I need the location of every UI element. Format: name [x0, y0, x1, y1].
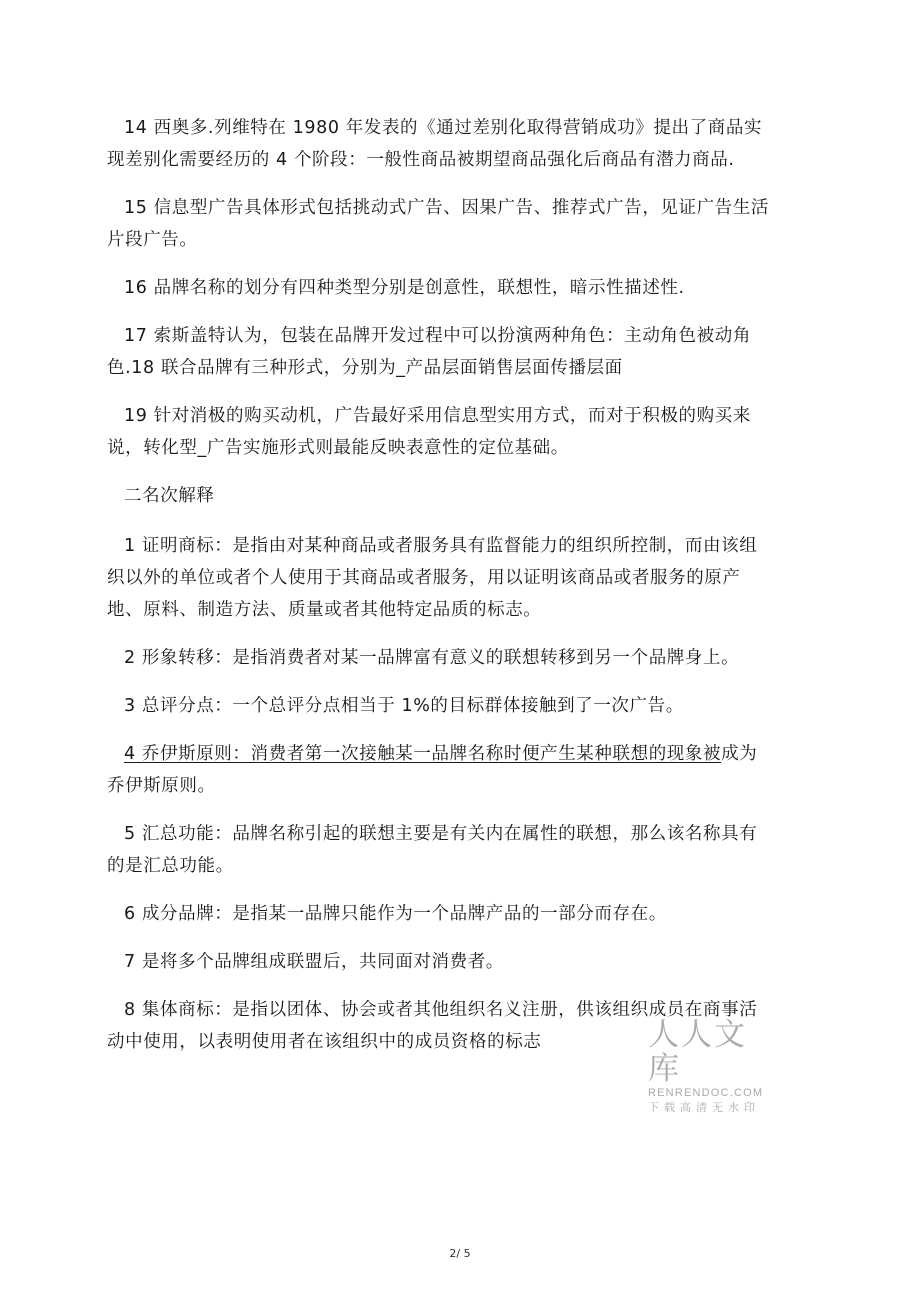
definition-7: 7 是将多个品牌组成联盟后，共同面对消费者。 [124, 952, 504, 972]
definition-6: 6 成分品牌：是指某一品牌只能作为一个品牌产品的一部分而存在。 [124, 904, 667, 924]
definition-4-rest: 成为乔伊斯原则。 [107, 744, 758, 796]
definition-1: 1 证明商标：是指由对某种商品或者服务具有监督能力的组织所控制，而由该组织以外的单位或者个人使用于其商品或者服务，用以证明该商品或者服务的原产地、原料、制造方法、质量或者其他特定品质的标志。 [107, 536, 758, 620]
page-number: 2/ 5 [449, 1247, 471, 1260]
definition-4 [107, 738, 775, 802]
definition-4-underlined: 4 乔伊斯原则：消费者第一次接触某一品牌名称时便产生某种联想的现象被 [124, 744, 722, 764]
section-heading: 二名次解释 [124, 486, 215, 506]
paragraph-19: 19 针对消极的购买动机，广告最好采用信息型实用方式，而对于积极的购买来说，转化型_广告实施形式则最能反映表意性的定位基础。 [107, 406, 751, 458]
paragraph-14: 14 西奥多.列维特在 1980 年发表的《通过差别化取得营销成功》提出了商品实现差别化需要经历的 4 个阶段：一般性商品被期望商品强化后商品有潜力商品. [107, 118, 763, 170]
watermark [648, 1018, 778, 1115]
document-body [107, 112, 775, 1074]
definition-5: 5 汇总功能：品牌名称引起的联想主要是有关内在属性的联想，那么该名称具有的是汇总功能。 [107, 824, 758, 876]
paragraph-16: 16 品牌名称的划分有四种类型分别是创意性，联想性，暗示性描述性. [124, 278, 685, 298]
definition-8: 8 集体商标：是指以团体、协会或者其他组织名义注册，供该组织成员在商事活动中使用，以表明使用者在该组织中的成员资格的标志 [107, 1000, 758, 1052]
paragraph-17-18: 17 索斯盖特认为，包装在品牌开发过程中可以扮演两种角色：主动角色被动角色.18 联合品牌有三种形式，分别为_产品层面销售层面传播层面 [107, 326, 751, 378]
watermark-title: 人人文库 [648, 1017, 747, 1087]
paragraph-15: 15 信息型广告具体形式包括挑动式广告、因果广告、推荐式广告，见证广告生活片段广告。 [107, 198, 770, 250]
definition-2: 2 形象转移：是指消费者对某一品牌富有意义的联想转移到另一个品牌身上。 [124, 648, 740, 668]
definition-3: 3 总评分点：一个总评分点相当于 1%的目标群体接触到了一次广告。 [124, 696, 684, 716]
watermark-domain: RENRENDOC.COM [648, 1087, 764, 1099]
watermark-tagline: 下载高清无水印 [648, 1101, 760, 1114]
